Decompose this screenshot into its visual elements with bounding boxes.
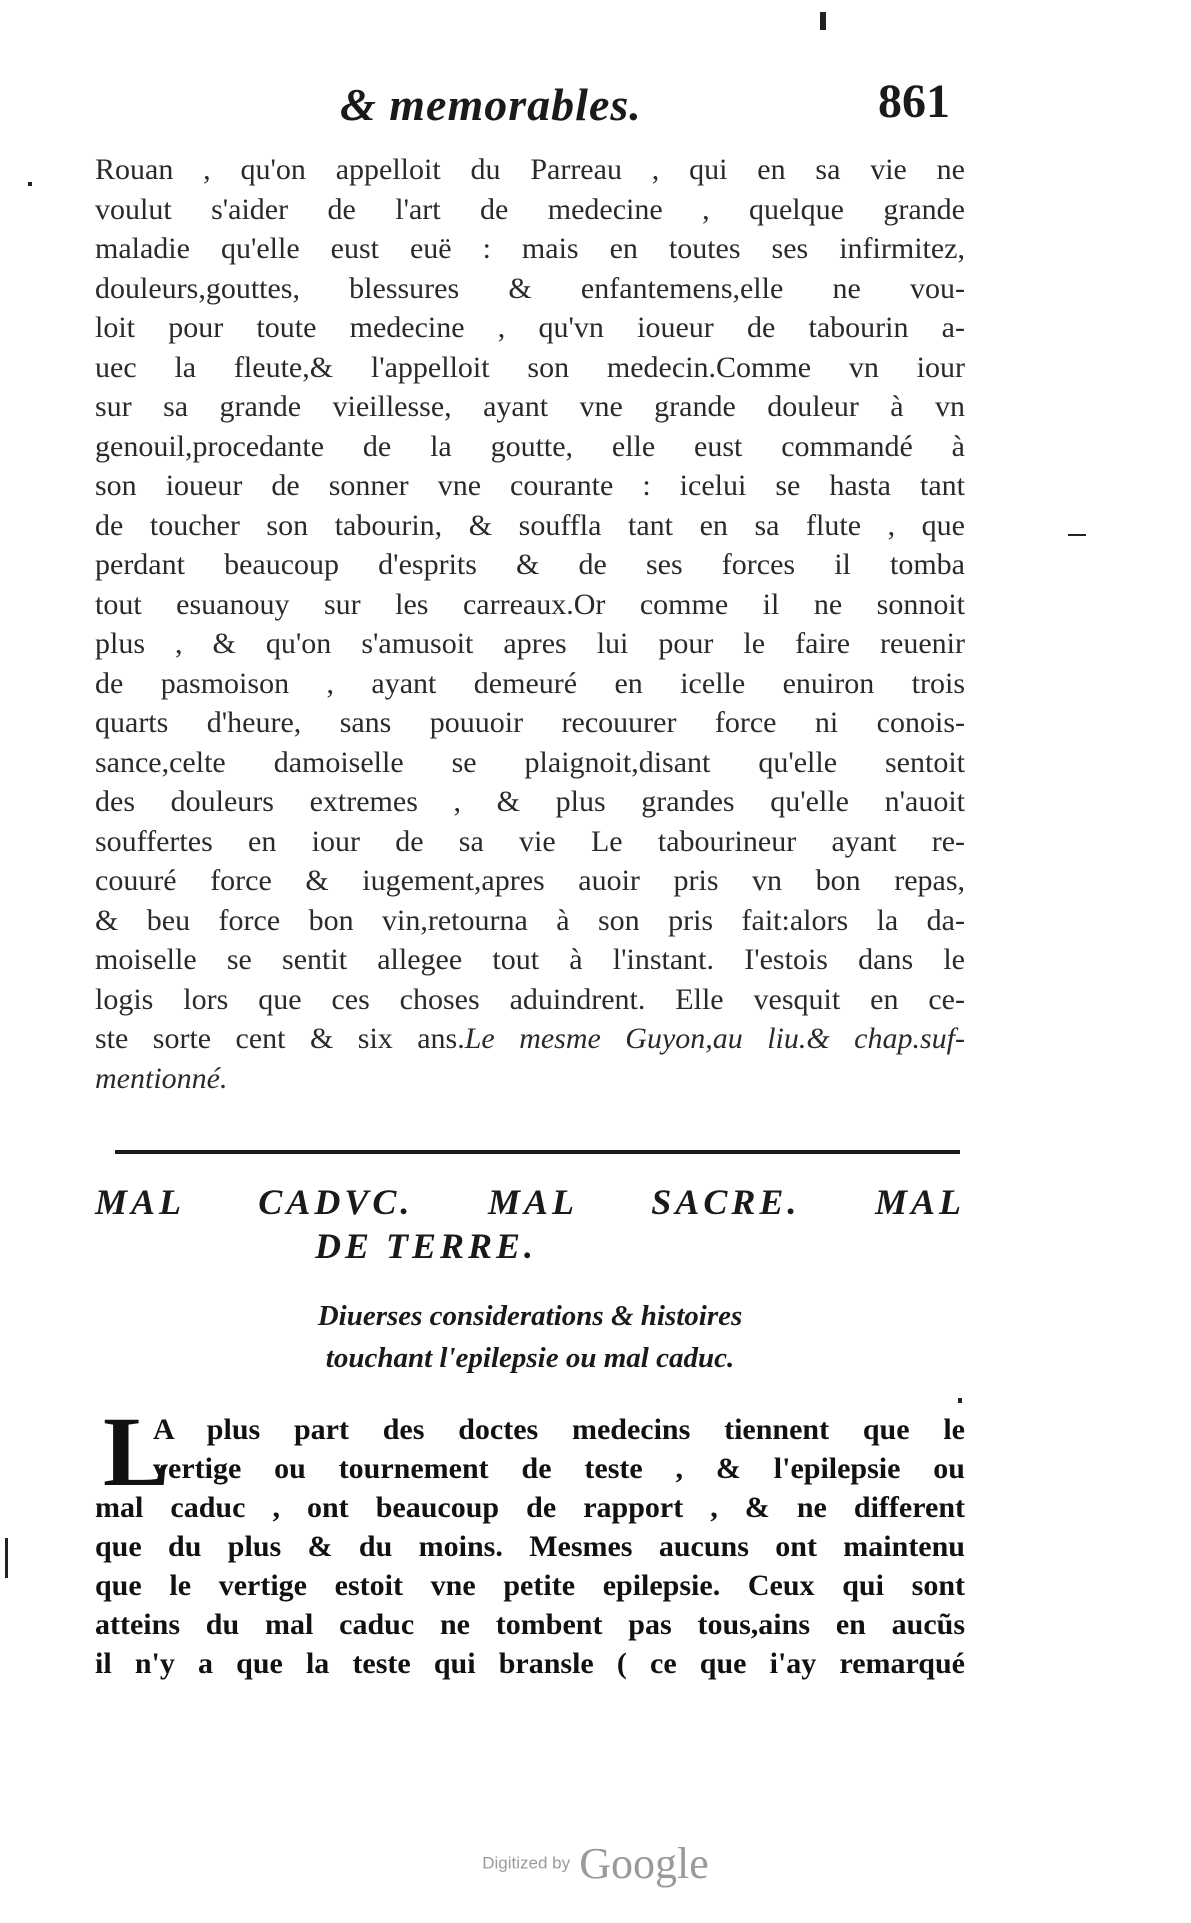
- body-paragraph: [95, 150, 965, 1098]
- chapter-line: mal caduc , ont beaucoup de rapport , & ne different: [95, 1491, 965, 1524]
- chapter-line: vertige ou tournement de teste , & l'epilepsie ou: [153, 1452, 965, 1485]
- text-line-with-citation: [95, 1019, 965, 1059]
- running-title: & memorables.: [340, 79, 642, 130]
- section-divider: [115, 1150, 960, 1154]
- chapter-line: atteins du mal caduc ne tombent pas tous,ains en aucũs: [95, 1608, 965, 1641]
- scan-mark: [28, 182, 32, 186]
- text-fragment: ste sorte cent & six ans.: [95, 1022, 465, 1055]
- section-heading-line-2: DE TERRE.: [315, 1226, 538, 1266]
- watermark-prefix: Digitized by: [482, 1853, 571, 1873]
- text-line: douleurs,gouttes, blessures & enfantemens,elle ne vou-: [95, 271, 965, 305]
- chapter-line: il n'y a que la teste qui bransle ( ce que i'ay remarqué: [95, 1647, 965, 1680]
- chapter-paragraph: [95, 1396, 965, 1683]
- text-line: uec la fleute,& l'appelloit son medecin.Comme vn iour: [95, 350, 965, 384]
- text-line: de toucher son tabourin, & souffla tant en sa flute , que: [95, 508, 965, 542]
- text-line: quarts d'heure, sans pouuoir recouurer force ni conois-: [95, 706, 965, 739]
- text-line: perdant beaucoup d'esprits & de ses forces il tomba: [95, 548, 965, 581]
- section-heading-line-1: MAL CADVC. MAL SACRE. MAL: [95, 1182, 965, 1222]
- text-line: souffertes en iour de sa vie Le tabourineur ayant re-: [95, 824, 965, 858]
- drop-cap: L: [103, 1396, 170, 1507]
- subtitle-line-2: touchant l'epilepsie ou mal caduc.: [325, 1342, 735, 1374]
- google-logo: Google: [579, 1839, 709, 1888]
- section-heading: [95, 1180, 965, 1268]
- subtitle-line-1: Diuerses considerations & histoires: [317, 1300, 743, 1332]
- scan-mark: [958, 1398, 962, 1403]
- text-line: voulut s'aider de l'art de medecine , quelque grande: [95, 192, 965, 226]
- page-number: 861: [878, 75, 950, 128]
- chapter-line: que du plus & du moins. Mesmes aucuns ont maintenu: [95, 1530, 965, 1563]
- text-line: couuré force & iugement,apres auoir pris vn bon repas,: [95, 864, 965, 897]
- section-subtitle: [95, 1295, 965, 1379]
- running-header: [330, 75, 970, 138]
- text-line: tout esuanouy sur les carreaux.Or comme il ne sonnoit: [95, 587, 965, 621]
- text-line: Rouan , qu'on appelloit du Parreau , qui en sa vie ne: [95, 153, 965, 186]
- scan-mark: [5, 1538, 8, 1578]
- text-line: sance,celte damoiselle se plaignoit,disant qu'elle sentoit: [95, 745, 965, 779]
- citation-continued: mentionné.: [95, 1061, 228, 1095]
- text-line: sur sa grande vieillesse, ayant vne grande douleur à vn: [95, 390, 965, 423]
- text-line: moiselle se sentit allegee tout à l'instant. I'estois dans le: [95, 943, 965, 976]
- text-line: de pasmoison , ayant demeuré en icelle enuiron trois: [95, 666, 965, 700]
- text-line: genouil,procedante de la goutte, elle eust commandé à: [95, 429, 965, 463]
- text-line: loit pour toute medecine , qu'vn ioueur de tabourin a-: [95, 311, 965, 344]
- scan-mark: [820, 12, 826, 30]
- chapter-line: A plus part des doctes medecins tiennent que le: [153, 1413, 965, 1446]
- text-line: & beu force bon vin,retourna à son pris fait:alors la da-: [95, 903, 965, 937]
- text-line: son ioueur de sonner vne courante : icelui se hasta tant: [95, 469, 965, 502]
- digitization-watermark: [0, 1838, 1191, 1889]
- text-line: des douleurs extremes , & plus grandes qu'elle n'auoit: [95, 785, 965, 818]
- text-line: maladie qu'elle eust euë : mais en toutes ses infirmitez,: [95, 232, 965, 265]
- chapter-line: que le vertige estoit vne petite epilepsie. Ceux qui sont: [95, 1569, 965, 1602]
- citation: Le mesme Guyon,au liu.& chap.suf-: [464, 1022, 965, 1055]
- scan-mark: [1068, 534, 1086, 536]
- text-line: logis lors que ces choses aduindrent. Elle vesquit en ce-: [95, 982, 965, 1016]
- text-line: plus , & qu'on s'amusoit apres lui pour le faire reuenir: [95, 627, 965, 660]
